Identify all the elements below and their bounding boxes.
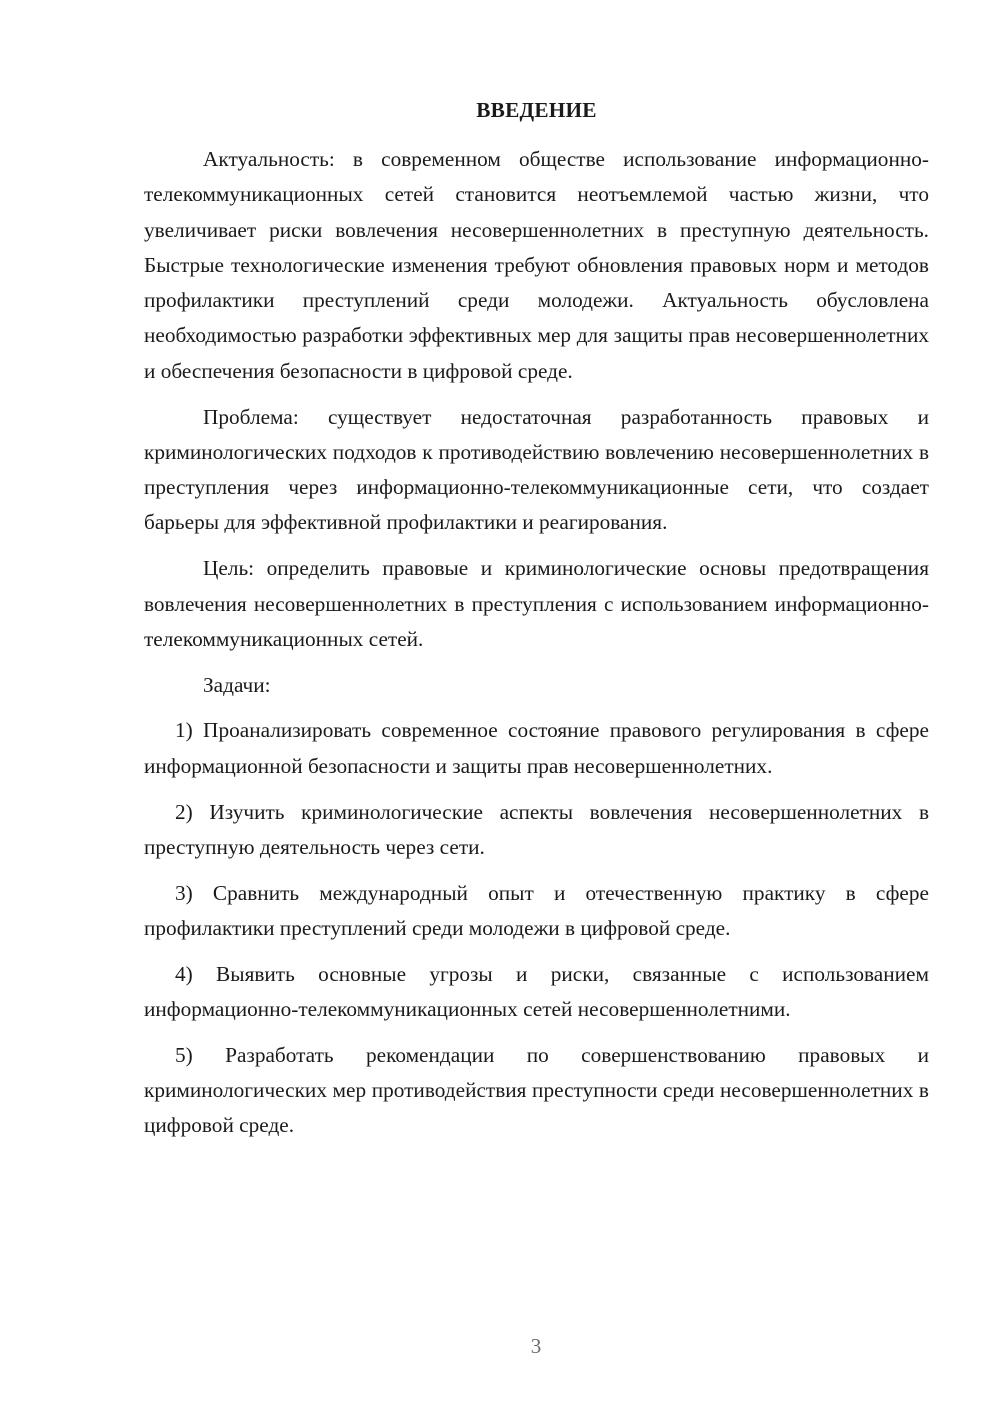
task-item: 4) Выявить основные угрозы и риски, связанные с использованием информационно-телекоммуникационных сетей несовершеннолетними.: [144, 961, 929, 1022]
task-item: 5) Разработать рекомендации по совершенствованию правовых и криминологических мер противодействия преступности среди несовершеннолетних в цифровой среде.: [144, 1042, 929, 1138]
page-number: 3: [530, 1334, 542, 1358]
tasks-label: Задачи:: [203, 672, 271, 697]
relevance-paragraph: Актуальность: в современном обществе использование информационно-телекоммуникационных сетей становится неотъемлемой частью жизни, что увеличивает риски вовлечения несовершеннолетних в преступную деятельность. Быстрые технологические изменения требуют обновления правовых норм и методов профилактики преступлений среди молодежи. Актуальность обусловлена необходимостью разработки эффективных мер для защиты прав несовершеннолетних и обеспечения безопасности в цифровой среде.: [144, 147, 929, 383]
task-item: 1) Проанализировать современное состояние правового регулирования в сфере информационной безопасности и защиты прав несовершеннолетних.: [144, 718, 929, 778]
section-heading: ВВЕДЕНИЕ: [476, 98, 597, 122]
goal-paragraph: Цель: определить правовые и криминологические основы предотвращения вовлечения несовершеннолетних в преступления с использованием информационно-телекоммуникационных сетей.: [144, 556, 929, 651]
task-item: 3) Сравнить международный опыт и отечественную практику в сфере профилактики преступлений среди молодежи в цифровой среде.: [144, 880, 929, 940]
page-content: [144, 93, 929, 1154]
problem-paragraph: Проблема: существует недостаточная разработанность правовых и криминологических подходов к противодействию вовлечению несовершеннолетних в преступления через информационно-телекоммуникационные сети, что создает барьеры для эффективной профилактики и реагирования.: [144, 404, 929, 535]
task-item: 2) Изучить криминологические аспекты вовлечения несовершеннолетних в преступную деятельность через сети.: [144, 799, 929, 859]
